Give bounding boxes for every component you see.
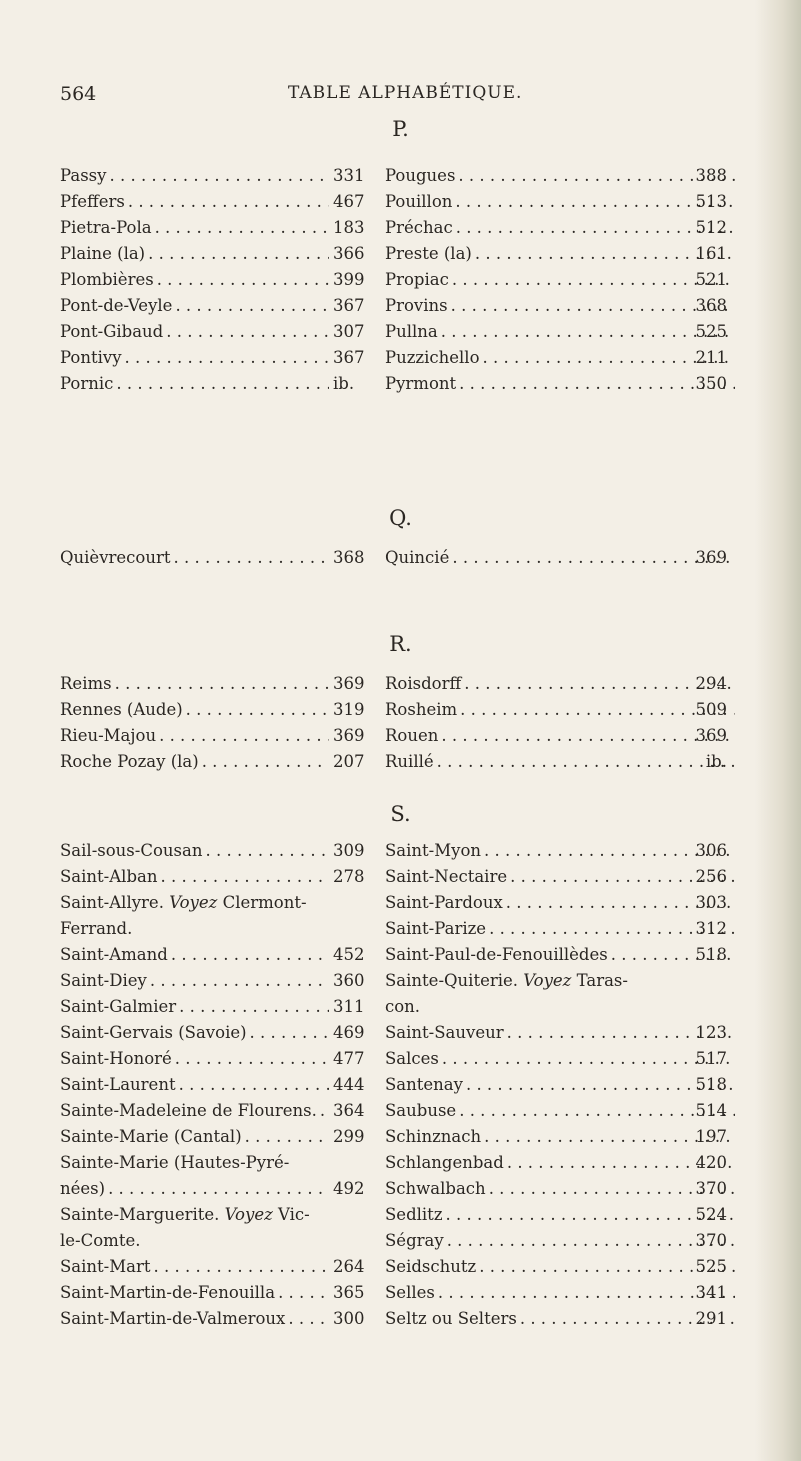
entry-page-number: 518 [695,1075,727,1094]
entry-name [60,218,152,237]
entry-name [385,700,457,719]
entry-page-number: 517 [695,1049,727,1068]
index-entry [60,893,332,919]
entry-name [60,726,156,745]
leader-dots [155,218,329,237]
entry-page-number: 521 [695,270,727,289]
leader-dots [154,1257,329,1276]
entry-name-text: Saint-Allyre. [60,893,164,912]
entry-name [385,1049,439,1068]
entry-name [60,945,168,964]
entry-name [60,893,307,912]
entry-page-number: 368 [695,296,727,315]
index-entry [60,1023,365,1049]
index-entry [60,1049,365,1075]
entry-name-text: Ruillé [385,752,434,771]
entry-name [385,374,456,393]
entry-page-number: 306 [695,841,727,860]
entry-name [60,1101,317,1120]
leader-dots [159,726,329,745]
see-target: Vic- [278,1205,310,1224]
index-entry [60,726,365,752]
entry-name [60,1283,275,1302]
index-entry [60,700,365,726]
index-entry [385,548,738,574]
entry-page-number: 341 [695,1283,727,1302]
entry-name-text: Saubuse [385,1101,457,1120]
leader-dots [205,841,329,860]
entry-name-text: nées) [60,1179,106,1198]
leader-dots [125,348,329,367]
entry-name [60,1231,140,1250]
entry-name [60,244,145,263]
entry-page-number: 307 [333,322,365,341]
entry-name [60,322,163,341]
entry-name-text: Saint-Mart [60,1257,151,1276]
entry-name [385,322,438,341]
index-entry [60,1231,332,1257]
entry-name-text: Sainte-Marguerite. [60,1205,220,1224]
entry-name [60,166,106,185]
index-entry [385,867,738,893]
entry-name [385,1153,504,1172]
entry-page-number: 370 [695,1179,727,1198]
entry-name-text: Saint-Paul-de-Fenouillèdes [385,945,608,964]
index-entry [60,1075,365,1101]
entry-page-number: ib. [333,374,355,393]
index-entry [385,192,738,218]
entry-name [385,1205,443,1224]
entry-page-number: 294 [695,674,727,693]
see-target: Taras- [576,971,628,990]
index-entry [385,1153,738,1179]
index-entry [385,1049,738,1075]
leader-dots [175,296,329,315]
entry-name-text: Pyrmont [385,374,457,393]
section-letter: P. [392,117,409,141]
entry-page-number: 514 [695,1101,727,1120]
entry-name-text: Pouillon [385,192,453,211]
entry-name [385,1127,481,1146]
entry-name-text: Ségray [385,1231,444,1250]
entry-name-text: Pont-Gibaud [60,322,164,341]
entry-page-number: 399 [333,270,365,289]
index-entry [385,1023,738,1049]
entry-name [385,893,503,912]
entry-name [385,726,438,745]
entry-name-text: Sainte-Madeleine de Flourens. [60,1101,317,1120]
entry-name [385,192,452,211]
entry-name [60,270,154,289]
entry-name [60,1205,310,1224]
index-entry [60,841,365,867]
index-entry [60,945,365,971]
entry-page-number: 388 [695,166,727,185]
entry-page-number: 211 [695,348,727,367]
entry-name [385,348,480,367]
entry-name [385,1023,504,1042]
entry-page-number: 291 [695,1309,727,1328]
index-entry [385,1127,738,1153]
entry-name-text: Saint-Alban [60,867,158,886]
entry-name-text: Preste (la) [385,244,472,263]
leader-dots [166,322,329,341]
leader-dots [108,1179,329,1198]
entry-name-text: Pornic [60,374,114,393]
index-entry [60,348,365,374]
index-entry [385,348,738,374]
entry-name-text: Roche Pozay (la) [60,752,199,771]
index-entry [60,192,365,218]
entry-name-text: Schinznach [385,1127,482,1146]
entry-name-text: Quièvrecourt [60,548,171,567]
leader-dots [250,1023,329,1042]
index-entry [385,296,738,322]
leader-dots [128,192,329,211]
index-entry [60,166,365,192]
index-entry [60,971,365,997]
index-entry [60,1179,365,1205]
entry-name [60,1179,105,1198]
entry-name [385,1309,517,1328]
entry-name-text: Selles [385,1283,435,1302]
entry-name [60,1309,285,1328]
entry-name-text: Pougues [385,166,456,185]
index-entry [385,1257,738,1283]
entry-name-text: Préchac [385,218,453,237]
entry-name-text: Roisdorff [385,674,462,693]
entry-page-number: 367 [333,296,365,315]
section-letter: S. [390,802,411,826]
entry-name-text: Schlangenbad [385,1153,504,1172]
entry-name [60,1257,151,1276]
leader-dots [288,1309,329,1328]
index-entry [60,1309,365,1335]
entry-name-text: con. [385,997,421,1016]
entry-name [60,971,147,990]
leader-dots [174,548,330,567]
index-entry [60,1283,365,1309]
see-reference: Voyez [523,971,572,990]
entry-name-text: Provins [385,296,448,315]
index-entry [385,1179,738,1205]
entry-page-number: 367 [333,348,365,367]
leader-dots [186,700,329,719]
entry-name-text: Saint-Amand [60,945,168,964]
entry-page-number: 369 [695,548,727,567]
index-entry [385,700,738,726]
entry-name-text: Saint-Nectaire [385,867,508,886]
entry-page-number: 183 [333,218,365,237]
entry-name [385,270,449,289]
entry-name [385,166,455,185]
entry-name-text: Seltz ou Selters [385,1309,517,1328]
entry-page-number: 365 [333,1283,365,1302]
entry-name-text: Plombières [60,270,154,289]
entry-page-number: 350 [695,374,727,393]
entry-name [385,997,420,1016]
index-entry [385,374,738,400]
index-entry [60,1153,332,1179]
entry-name [385,752,434,771]
entry-name-text: Pullna [385,322,438,341]
entry-page-number: 420 [695,1153,727,1172]
entry-name-text: Salces [385,1049,439,1068]
entry-page-number: 264 [333,1257,365,1276]
entry-page-number: 469 [333,1023,365,1042]
entry-page-number: 311 [333,997,365,1016]
entry-name-text: Rouen [385,726,439,745]
entry-name [60,1023,247,1042]
entry-name-text: Saint-Diey [60,971,147,990]
entry-page-number: 207 [333,752,365,771]
running-title: TABLE ALPHABÉTIQUE. [288,83,523,103]
entry-name [60,348,122,367]
section-letter: Q. [389,506,412,530]
see-target: Clermont- [222,893,307,912]
entry-page-number: 525 [695,1257,727,1276]
entry-page-number: 319 [333,700,365,719]
leader-dots [245,1127,329,1146]
entry-page-number: 303 [695,893,727,912]
index-entry [385,1309,738,1335]
index-entry [385,166,738,192]
leader-dots [109,166,329,185]
entry-name-text: Pietra-Pola [60,218,152,237]
entry-name-text: Rosheim [385,700,458,719]
index-entry [385,997,738,1023]
entry-name [385,1075,463,1094]
entry-name [60,548,171,567]
entry-page-number: 513 [695,192,727,211]
index-entry [385,270,738,296]
entry-page-number: ib. [705,752,727,771]
index-entry [385,1231,738,1257]
entry-name-text: Saint-Honoré [60,1049,172,1068]
entry-name [385,919,486,938]
entry-name [385,1257,476,1276]
entry-name [60,192,125,211]
entry-page-number: 300 [333,1309,365,1328]
entry-name-text: Rennes (Aude) [60,700,183,719]
entry-name-text: Santenay [385,1075,463,1094]
entry-name [385,971,628,990]
entry-name [385,674,461,693]
entry-name [385,1231,444,1250]
index-entry [385,322,738,348]
entry-name-text: Saint-Sauveur [385,1023,504,1042]
entry-page-number: 525 [695,322,727,341]
entry-name [385,945,608,964]
entry-name-text: Saint-Gervais (Savoie) [60,1023,247,1042]
index-entry [385,244,738,270]
entry-page-number: 366 [333,244,365,263]
entry-name-text: Pontivy [60,348,122,367]
entry-page-number: 452 [333,945,365,964]
entry-name [385,1283,435,1302]
entry-name [385,1101,456,1120]
entry-name [60,1049,172,1068]
entry-page-number: 444 [333,1075,365,1094]
entry-page-number: 360 [333,971,365,990]
entry-name-text: Sail-sous-Cousan [60,841,203,860]
index-entry [385,1283,738,1309]
entry-name-text: Saint-Laurent [60,1075,176,1094]
entry-page-number: 364 [333,1101,365,1120]
entry-name [60,752,199,771]
entry-page-number: 161 [695,244,727,263]
entry-name-text: Schwalbach [385,1179,486,1198]
index-entry [60,919,332,945]
index-entry [60,548,365,574]
entry-name-text: Quincié [385,548,450,567]
see-reference: Voyez [224,1205,273,1224]
index-entry [60,218,365,244]
entry-page-number: 299 [333,1127,365,1146]
entry-page-number: 370 [695,1231,727,1250]
entry-page-number: 509 [695,700,727,719]
entry-name [60,1075,176,1094]
entry-name-text: Saint-Parize [385,919,487,938]
leader-dots [148,244,329,263]
index-entry [60,867,365,893]
index-entry [385,893,738,919]
entry-page-number: 278 [333,867,365,886]
index-entry [385,1101,738,1127]
index-entry [60,1127,365,1153]
entry-name-text: Propiac [385,270,449,289]
index-entry [385,752,738,778]
leader-dots [115,674,329,693]
leader-dots [160,867,329,886]
entry-name-text: Seidschutz [385,1257,477,1276]
entry-name [60,296,172,315]
entry-name-text: Saint-Galmier [60,997,177,1016]
index-entry [385,1205,738,1231]
entry-name-text: Reims [60,674,112,693]
entry-name-text: Pont-de-Veyle [60,296,173,315]
entry-name [60,997,176,1016]
entry-page-number: 197 [695,1127,727,1146]
entry-name-text: Saint-Myon [385,841,482,860]
index-entry [60,997,365,1023]
section-letter: R. [389,632,412,656]
page-header [60,83,740,107]
entry-name-text: Sedlitz [385,1205,443,1224]
entry-name [385,296,448,315]
leader-dots [116,374,329,393]
entry-page-number: 331 [333,166,365,185]
entry-name-text: Puzzichello [385,348,480,367]
entry-name [385,548,449,567]
index-entry [60,270,365,296]
entry-page-number: 369 [333,674,365,693]
index-entry [385,971,738,997]
index-entry [60,244,365,270]
entry-name-text: Pfeffers [60,192,125,211]
index-entry [385,1075,738,1101]
entry-page-number: 123 [695,1023,727,1042]
entry-page-number: 518 [695,945,727,964]
index-entry [60,674,365,700]
leader-dots [320,1101,329,1120]
entry-page-number: 312 [695,919,727,938]
see-reference: Voyez [169,893,218,912]
index-entry [60,374,355,400]
leader-dots [157,270,329,289]
leader-dots [179,997,329,1016]
entry-name-text: le-Comte. [60,1231,141,1250]
index-entry [60,1205,332,1231]
entry-name [385,1179,486,1198]
leader-dots [150,971,329,990]
entry-page-number: 512 [695,218,727,237]
entry-name [60,674,112,693]
entry-name-text: Saint-Pardoux [385,893,503,912]
entry-name-text: Ferrand. [60,919,133,938]
index-entry [385,674,738,700]
entry-name [60,1127,242,1146]
page-edge-shadow [755,0,801,1461]
entry-page-number: 467 [333,192,365,211]
leader-dots [179,1075,329,1094]
entry-page-number: 368 [333,548,365,567]
index-entry [60,1257,365,1283]
entry-name [60,374,113,393]
entry-page-number: 492 [333,1179,365,1198]
entry-name [385,218,453,237]
index-entry [385,919,738,945]
entry-name [60,700,183,719]
entry-name [385,841,481,860]
index-entry [60,1101,365,1127]
entry-name [60,841,202,860]
index-entry [385,726,738,752]
index-entry [385,945,738,971]
index-entry [60,296,365,322]
leader-dots [278,1283,329,1302]
index-entry [60,752,365,778]
index-entry [60,322,365,348]
entry-name-text: Passy [60,166,107,185]
entry-page-number: 477 [333,1049,365,1068]
entry-name-text: Sainte-Quiterie. [385,971,519,990]
entry-page-number: 256 [695,867,727,886]
entry-name [60,1153,289,1172]
entry-page-number: 369 [333,726,365,745]
index-entry [385,841,738,867]
entry-name [385,867,507,886]
leader-dots [175,1049,329,1068]
entry-name [60,919,132,938]
leader-dots [202,752,329,771]
page-number: 564 [60,83,97,105]
index-entry [385,218,738,244]
entry-name-text: Saint-Martin-de-Fenouilla [60,1283,276,1302]
entry-name-text: Sainte-Marie (Cantal) [60,1127,242,1146]
leader-dots [171,945,329,964]
entry-page-number: 524 [695,1205,727,1224]
entry-page-number: 369 [695,726,727,745]
entry-name-text: Sainte-Marie (Hautes-Pyré- [60,1153,290,1172]
entry-name-text: Rieu-Majou [60,726,157,745]
entry-name-text: Saint-Martin-de-Valmeroux [60,1309,286,1328]
entry-page-number: 309 [333,841,365,860]
entry-name-text: Plaine (la) [60,244,146,263]
entry-name [60,867,157,886]
entry-name [385,244,472,263]
